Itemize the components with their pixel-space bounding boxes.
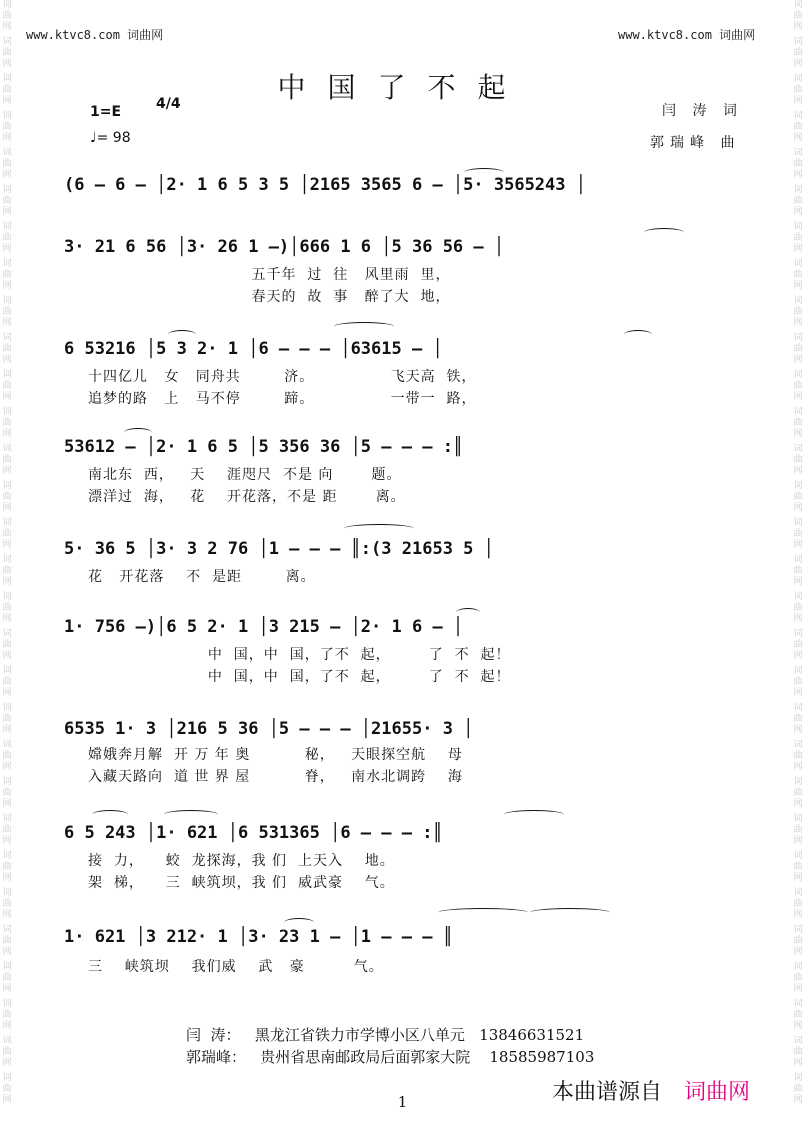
brand-prefix: 本曲谱源自: [552, 1080, 663, 1105]
lyric-verse-2: 中 国，中 国，了不 起， 了 不 起！: [88, 669, 511, 685]
lyric-verse-2: 架 梯， 三 峡筑坝，我 们 威武豪 气。: [88, 875, 395, 891]
lyric-verse-1: 接 力， 蛟 龙探海，我 们 上天入 地。: [88, 853, 395, 869]
site-url-left[interactable]: www.ktvc8.com 词曲网: [26, 28, 164, 42]
tempo-mark: ♩= 98: [90, 130, 131, 146]
lyric-verse-1: 嫦娥奔月解 开 万 年 奥 秘， 天眼探空航 母: [88, 747, 463, 763]
contact-lyricist: 闫 涛： 黑龙江省铁力市学博小区八单元 13846631521: [186, 1026, 585, 1044]
lyric-verse-2: 漂洋过 海， 花 开花落，不是 距 离。: [88, 489, 406, 505]
slur-mark: [334, 322, 394, 331]
lyric-verse-1: 三 峡筑坝 我们威 武 豪 气。: [88, 959, 384, 975]
slur-mark: [644, 228, 684, 237]
notation-line: 6535 1· 3 │216 5 36 │5 — — — │21655· 3 │: [64, 719, 474, 739]
slur-mark: [464, 168, 504, 177]
song-title: 中国了不起: [277, 71, 528, 104]
slur-mark: [124, 428, 152, 437]
lyric-verse-1: 五千年 过 往 风里雨 里，: [88, 267, 451, 283]
slur-mark: [624, 330, 652, 339]
lyric-verse-1: 十四亿儿 女 同舟共 济。 飞天高 铁，: [88, 369, 477, 385]
notation-line: 6 53216 │5 3 2· 1 │6 — — — │63615 — │: [64, 339, 443, 359]
watermark-left: 词曲网 词曲网 词曲网 词曲网 词曲网 词曲网 词曲网 词曲网 词曲网 词曲网 词曲网 词曲网 词曲网 词曲网 词曲网 词曲网 词曲网 词曲网 词曲网 词曲网 词曲网 词曲网 词曲网 词曲网 词曲网 词曲网 词曲网 词曲网 词曲网 词曲网: [2, 0, 12, 1105]
lyric-verse-1: 南北东 西， 天 涯咫尺 不是 向 题。: [88, 467, 402, 483]
composer-credit: 郭瑞峰 曲: [650, 135, 741, 151]
slur-mark: [92, 810, 128, 819]
notation-line: 1· 756 —)│6 5 2· 1 │3 215 — │2· 1 6 — │: [64, 617, 464, 637]
slur-mark: [504, 810, 564, 819]
source-brand[interactable]: [552, 1075, 750, 1106]
lyric-verse-1: 中 国，中 国，了不 起， 了 不 起！: [88, 647, 511, 663]
notation-line: 3· 21 6 56 │3· 26 1 —)│666 1 6 │5 36 56 — │: [64, 237, 505, 257]
slur-mark: [164, 810, 218, 819]
slur-mark: [168, 330, 196, 339]
notation-line: (6 — 6 — │2· 1 6 5 3 5 │2165 3565 6 — │5· 3565243 │: [64, 175, 586, 195]
slur-mark: [530, 908, 610, 917]
slur-mark: [456, 608, 480, 617]
lyric-verse-2: 入藏天路向 道 世 界 屋 脊， 南水北调跨 海: [88, 769, 463, 785]
slur-mark: [284, 918, 314, 927]
slur-mark: [344, 524, 414, 533]
watermark-right: 词曲网 词曲网 词曲网 词曲网 词曲网 词曲网 词曲网 词曲网 词曲网 词曲网 词曲网 词曲网 词曲网 词曲网 词曲网 词曲网 词曲网 词曲网 词曲网 词曲网 词曲网 词曲网 词曲网 词曲网 词曲网 词曲网 词曲网 词曲网 词曲网 词曲网: [793, 0, 803, 1105]
lyricist-credit: 闫 涛 词: [662, 103, 743, 119]
notation-line: 1· 621 │3 212· 1 │3· 23 1 — │1 — — — ║: [64, 927, 453, 947]
contact-composer: 郭瑞峰： 贵州省思南邮政局后面郭家大院 18585987103: [186, 1048, 595, 1066]
notation-line: 53612 — │2· 1 6 5 │5 356 36 │5 — — — :║: [64, 437, 464, 457]
site-url-right[interactable]: www.ktvc8.com 词曲网: [618, 28, 756, 42]
lyric-verse-2: 追梦的路 上 马不停 蹄。 一带一 路，: [88, 391, 477, 407]
lyric-verse-2: 春天的 故 事 醉了大 地，: [88, 289, 451, 305]
lyric-verse-1: 花 开花落 不 是距 离。: [88, 569, 316, 585]
notation-line: 6 5 243 │1· 621 │6 531365 │6 — — — :║: [64, 823, 443, 843]
time-signature: 4/4: [156, 96, 181, 112]
brand-name: 词曲网: [684, 1080, 751, 1105]
slur-mark: [438, 908, 528, 917]
page-number: 1: [397, 1093, 408, 1111]
key-signature: 1=E: [90, 104, 122, 120]
notation-line: 5· 36 5 │3· 3 2 76 │1 — — — ║:(3 21653 5 │: [64, 539, 494, 559]
